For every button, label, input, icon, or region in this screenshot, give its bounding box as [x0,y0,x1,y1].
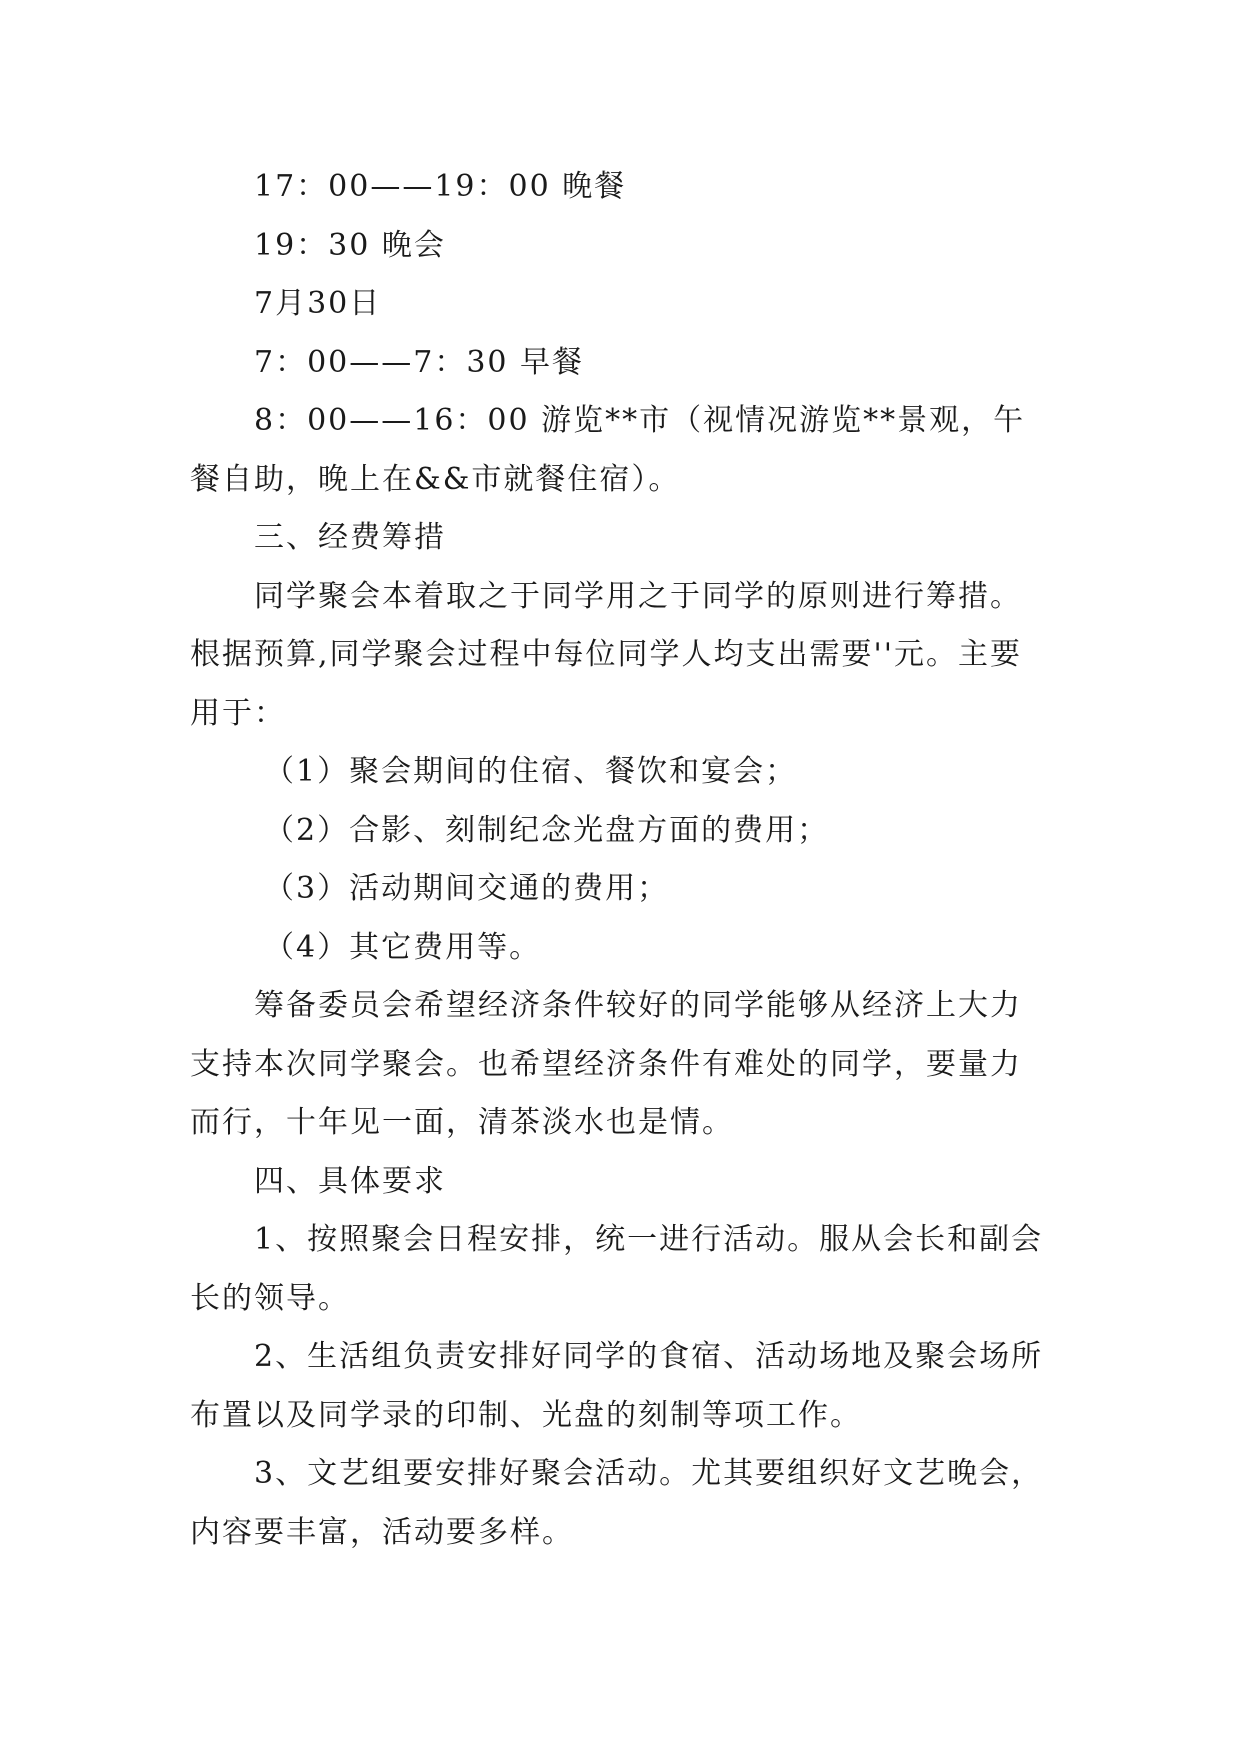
funding-paragraph: 同学聚会本着取之于同学用之于同学的原则进行筹措。根据预算,同学聚会过程中每位同学人均支出需要''元。主要用于： [190,578,1023,731]
schedule-dinner: 17：00——19：00 晚餐 [254,169,627,204]
requirement-3: 3、文艺组要安排好聚会活动。尤其要组织好文艺晚会，内容要丰富，活动要多样。 [190,1456,1044,1550]
requirement-2: 2、生活组负责安排好同学的食宿、活动场地及聚会场所布置以及同学录的印制、光盘的刻制等项工作。 [190,1339,1044,1433]
funding-item-4: （4）其它费用等。 [264,929,542,965]
section-heading-requirements: 四、具体要求 [254,1163,446,1199]
section-heading-funding: 三、经费筹措 [254,520,446,555]
funding-item-1: （1）聚会期间的住宿、餐饮和宴会； [264,754,798,789]
funding-item-2: （2）合影、刻制纪念光盘方面的费用； [264,812,830,848]
schedule-tour: 8：00——16：00 游览**市（视情况游览**景观，午餐自助，晚上在&&市就餐住宿）。 [190,403,1026,497]
funding-item-3: （3）活动期间交通的费用； [264,871,670,906]
schedule-date: 7月30日 [254,286,382,321]
committee-paragraph: 筹备委员会希望经济条件较好的同学能够从经济上大力支持本次同学聚会。也希望经济条件有难处的同学，要量力而行，十年见一面，清茶淡水也是情。 [190,988,1022,1140]
document-page [190,158,1050,1562]
schedule-party: 19：30 晚会 [254,227,446,263]
requirement-1: 1、按照聚会日程安排，统一进行活动。服从会长和副会长的领导。 [190,1222,1044,1316]
schedule-breakfast: 7：00——7：30 早餐 [254,344,585,380]
